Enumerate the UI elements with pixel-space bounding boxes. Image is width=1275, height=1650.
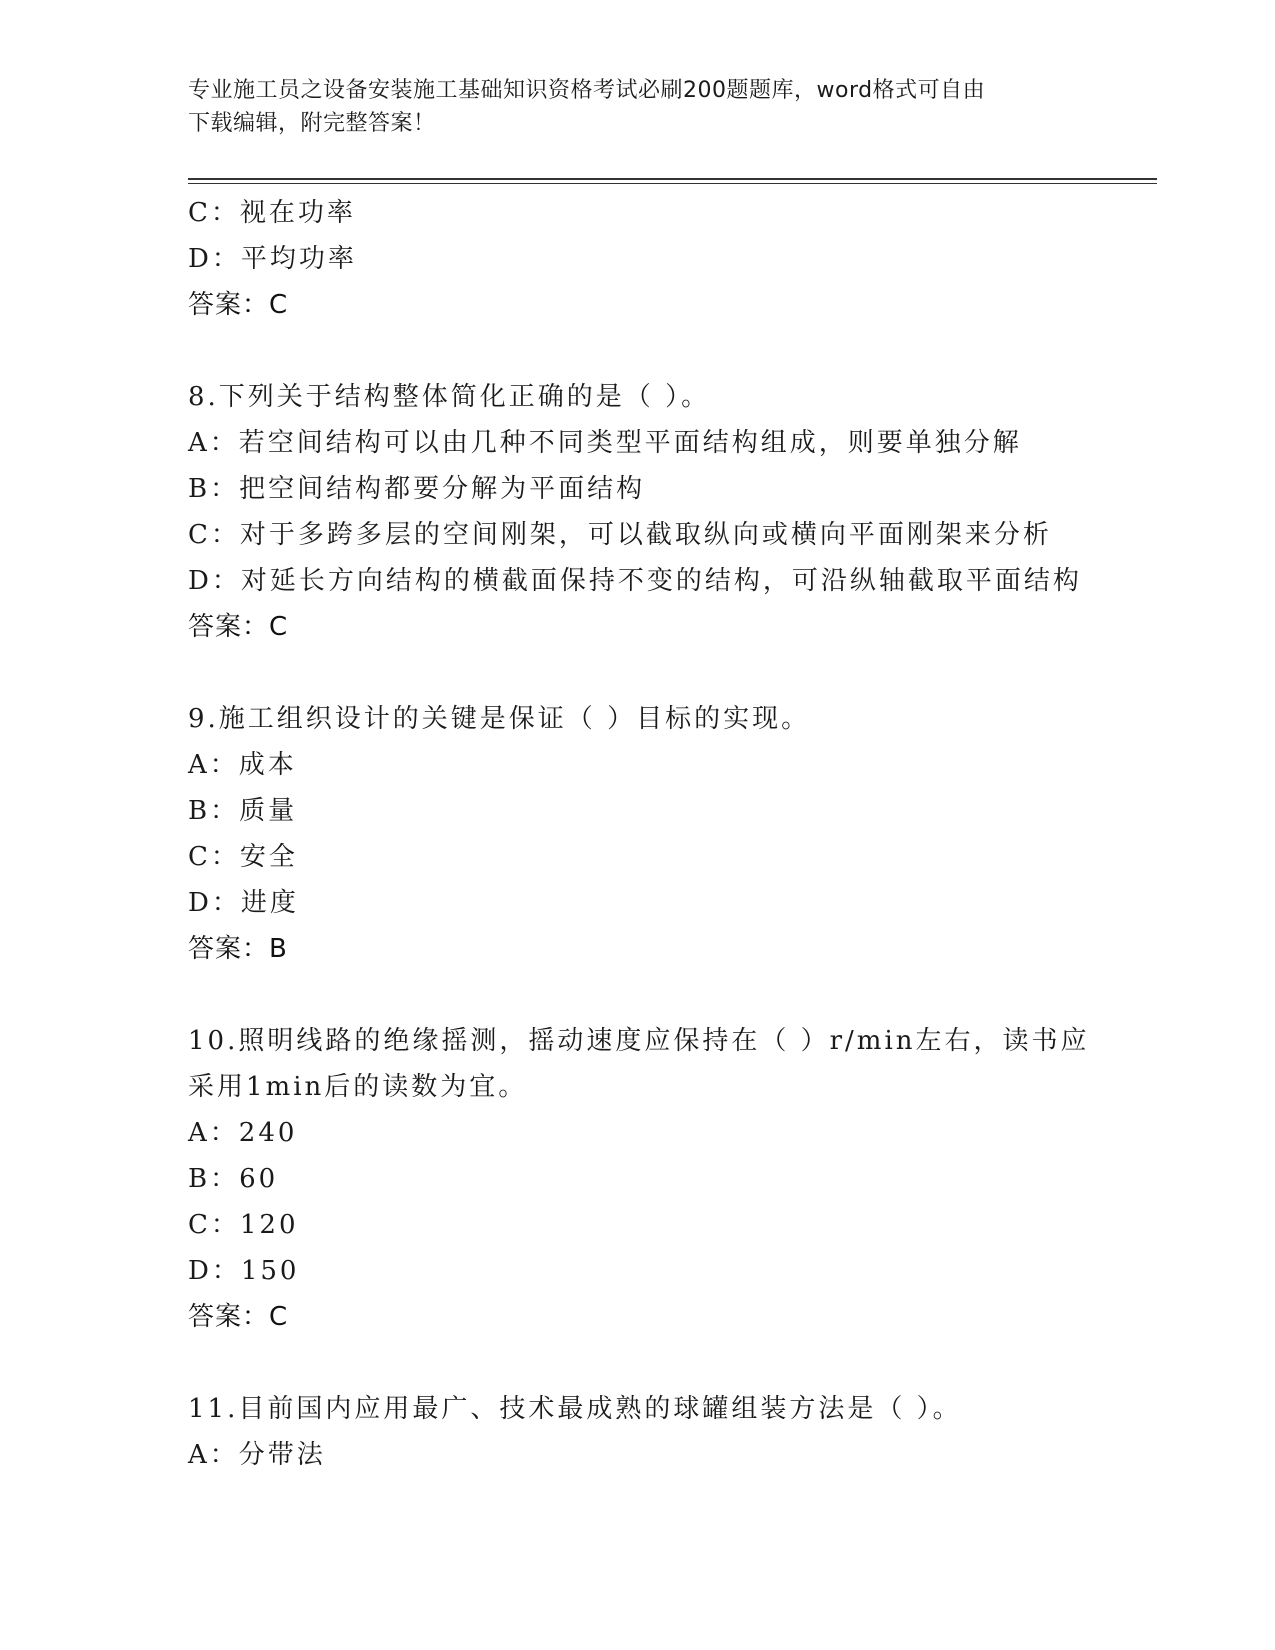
answer-line: 答案：C — [188, 290, 289, 320]
option-c: C：安全 — [188, 842, 298, 872]
header-divider-thick — [188, 178, 1157, 180]
document-header — [188, 74, 1088, 140]
header-divider-thin — [188, 183, 1157, 184]
header-line-2: 下载编辑，附完整答案！ — [188, 111, 436, 136]
option-d: D：平均功率 — [188, 244, 357, 274]
option-a: A：成本 — [188, 750, 297, 780]
spacer — [188, 650, 1108, 696]
spacer — [188, 1340, 1108, 1386]
question-11 — [188, 1386, 1108, 1478]
option-c: C：对于多跨多层的空间刚架，可以截取纵向或横向平面刚架来分析 — [188, 520, 1052, 550]
option-a: A：240 — [188, 1118, 298, 1148]
spacer — [188, 972, 1108, 1018]
option-a: A：若空间结构可以由几种不同类型平面结构组成，则要单独分解 — [188, 428, 1022, 458]
question-8 — [188, 374, 1108, 650]
option-b: B：质量 — [188, 796, 298, 826]
question-9 — [188, 696, 1108, 972]
question-stem: 9.施工组织设计的关键是保证（ ）目标的实现。 — [188, 704, 811, 734]
answer-line: 答案：B — [188, 934, 288, 964]
option-c: C：视在功率 — [188, 198, 356, 228]
question-stem: 11.目前国内应用最广、技术最成熟的球罐组装方法是（ ）。 — [188, 1394, 962, 1424]
question-7-tail — [188, 190, 1108, 328]
question-stem: 8.下列关于结构整体简化正确的是（ ）。 — [188, 382, 711, 412]
option-d: D：进度 — [188, 888, 299, 918]
option-d: D：对延长方向结构的横截面保持不变的结构，可沿纵轴截取平面结构 — [188, 566, 1082, 596]
option-c: C：120 — [188, 1210, 299, 1240]
option-b: B：把空间结构都要分解为平面结构 — [188, 474, 646, 504]
answer-line: 答案：C — [188, 1302, 289, 1332]
answer-line: 答案：C — [188, 612, 289, 642]
question-stem-line-2: 采用1min后的读数为宜。 — [188, 1072, 528, 1102]
question-stem-line-1: 10.照明线路的绝缘摇测，摇动速度应保持在（ ）r/min左右，读书应 — [188, 1026, 1090, 1056]
option-a: A：分带法 — [188, 1440, 326, 1470]
header-line-1: 专业施工员之设备安装施工基础知识资格考试必刷200题题库，word格式可自由 — [188, 78, 986, 103]
question-list — [188, 190, 1108, 1478]
option-b: B：60 — [188, 1164, 279, 1194]
question-10 — [188, 1018, 1108, 1340]
option-d: D：150 — [188, 1256, 300, 1286]
spacer — [188, 328, 1108, 374]
